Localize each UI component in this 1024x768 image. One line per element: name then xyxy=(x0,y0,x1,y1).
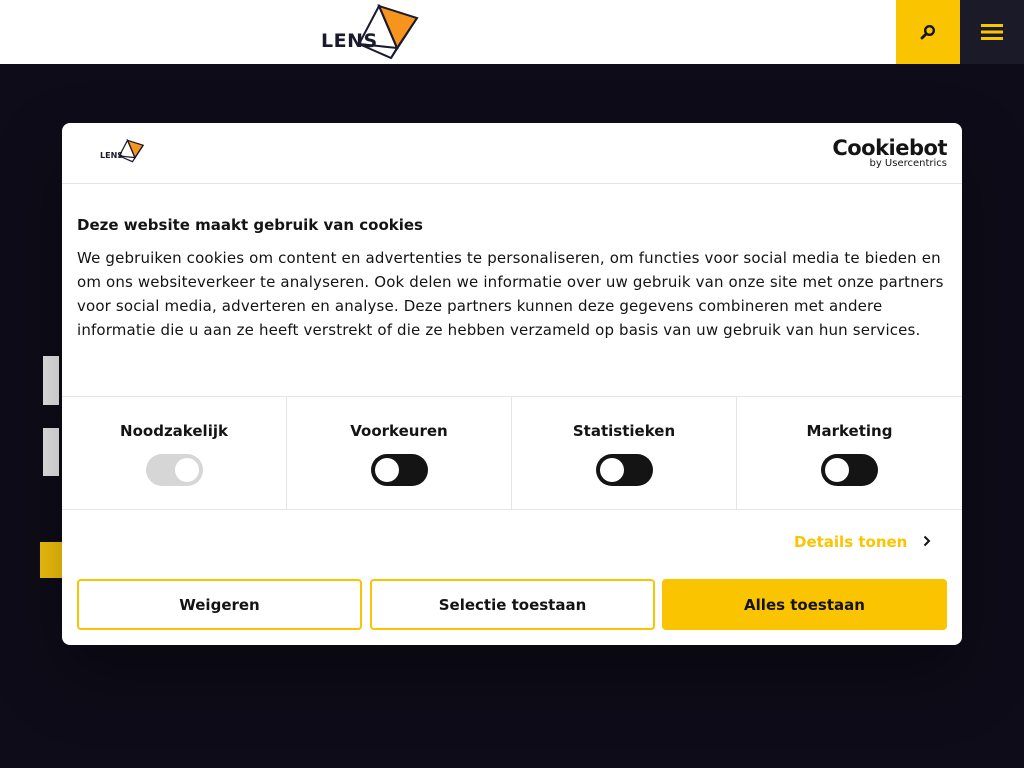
details-label: Details tonen xyxy=(794,533,908,551)
dialog-lens-logo xyxy=(100,139,144,167)
toggle-cell-necessary xyxy=(62,397,287,509)
toggle-cell-marketing xyxy=(737,397,962,509)
hidden-input-block xyxy=(43,428,59,476)
cookie-consent-dialog xyxy=(62,123,962,645)
consent-toggles xyxy=(62,396,962,510)
hidden-yellow-button xyxy=(40,542,62,578)
cookiebot-name: Cookiebot xyxy=(832,136,947,160)
toggle-label-preferences: Voorkeuren xyxy=(350,422,448,440)
dialog-header xyxy=(62,123,962,184)
search-icon xyxy=(920,24,936,40)
logo-text: LENS xyxy=(321,30,378,52)
details-toggle-link[interactable] xyxy=(794,533,931,551)
dialog-logo-text: LENS xyxy=(100,151,124,160)
search-button[interactable] xyxy=(896,0,960,64)
toggle-label-necessary: Noodzakelijk xyxy=(120,422,228,440)
toggle-cell-preferences xyxy=(287,397,512,509)
dialog-body-text: We gebruiken cookies om content en advertenties te personaliseren, om functies voor social media te bieden en om ons websiteverkeer te analyseren. Ook delen we informatie over uw gebruik van onze site met onze partners voor social media, adverteren en analyse. Deze partners kunnen deze gegevens combineren met andere informatie die u aan ze heeft verstrekt of die ze hebben verzameld op basis van uw gebruik van hun services. xyxy=(77,249,944,339)
lens-logo[interactable] xyxy=(321,4,421,62)
site-header xyxy=(0,0,1024,64)
toggle-label-marketing: Marketing xyxy=(806,422,893,440)
allow-all-button[interactable]: Alles toestaan xyxy=(662,579,947,630)
deny-button[interactable]: Weigeren xyxy=(77,579,362,630)
hidden-input-block xyxy=(43,356,59,405)
chevron-right-icon xyxy=(923,533,931,551)
toggle-necessary xyxy=(146,454,203,486)
toggle-label-statistics: Statistieken xyxy=(572,422,676,440)
hamburger-menu-icon xyxy=(981,23,1003,41)
toggle-preferences[interactable] xyxy=(371,454,428,486)
menu-button[interactable] xyxy=(960,0,1024,64)
toggle-knob xyxy=(175,458,199,482)
toggle-knob xyxy=(825,458,849,482)
toggle-statistics[interactable] xyxy=(596,454,653,486)
cookiebot-sub: by Usercentrics xyxy=(869,158,947,169)
cookiebot-brand[interactable] xyxy=(832,137,947,169)
allow-selection-button[interactable]: Selectie toestaan xyxy=(370,579,655,630)
toggle-cell-statistics xyxy=(512,397,737,509)
toggle-knob xyxy=(375,458,399,482)
dialog-logo-triangle-icon xyxy=(116,139,144,163)
dialog-title: Deze website maakt gebruik van cookies xyxy=(77,216,423,234)
logo-triangle-icon xyxy=(351,4,419,60)
toggle-marketing[interactable] xyxy=(821,454,878,486)
toggle-knob xyxy=(600,458,624,482)
dialog-buttons xyxy=(77,579,947,630)
